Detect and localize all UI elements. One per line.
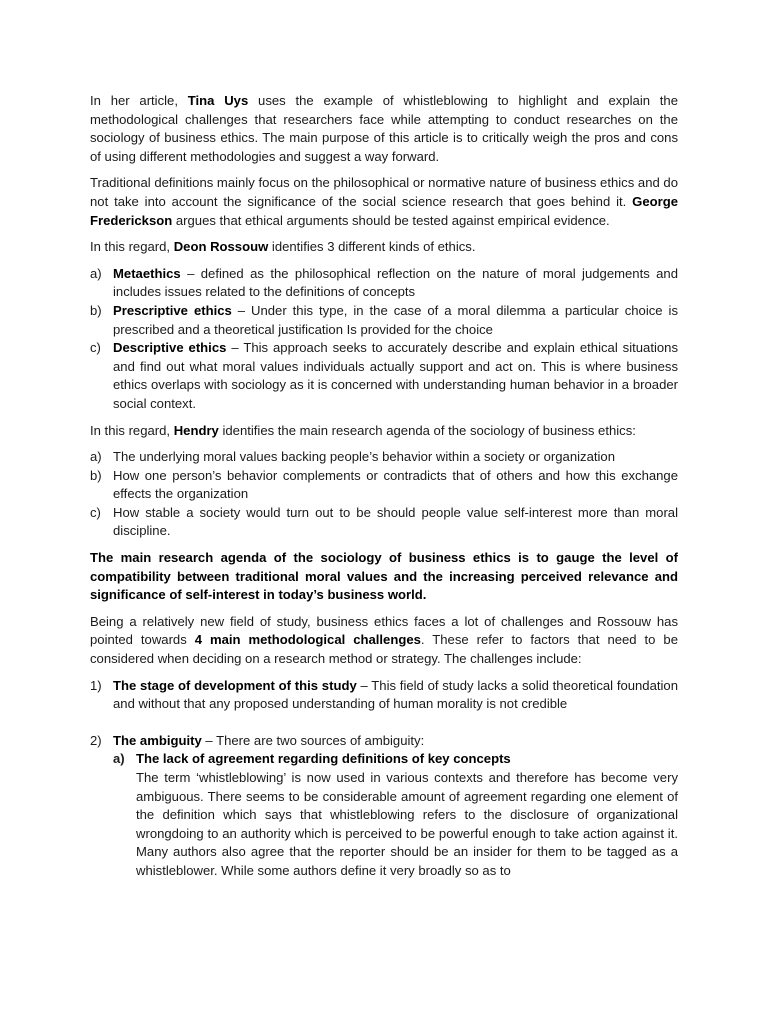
list-item-text: How one person’s behavior complements or contradicts that of others and how this exchange effects the organization xyxy=(113,467,678,502)
text: – There are two sources of ambiguity: xyxy=(201,732,425,748)
list-marker: a) xyxy=(90,265,102,281)
text: In this regard, xyxy=(90,239,174,255)
author-name: Deon Rossouw xyxy=(173,239,269,255)
text: uses the example of whistleblowing to highlight and explain the methodological challenges that researchers face while attempting to conduct researches on the sociology of business ethics. The main purpose of this article is to critically weigh the pros and cons of using different methodologies and suggest a way forward. xyxy=(90,93,678,164)
list-item-text xyxy=(113,732,678,881)
list-item xyxy=(90,467,678,504)
list-marker: 2) xyxy=(90,732,102,748)
intro-paragraph xyxy=(90,92,678,166)
text: identifies the main research agenda of the sociology of business ethics: xyxy=(218,422,636,438)
text: – This field of study lacks a solid theoretical foundation and without that any proposed understanding of human morality is not credible xyxy=(113,677,678,712)
rossouw-paragraph xyxy=(90,238,678,257)
definitions-paragraph xyxy=(90,174,678,230)
sub-list-body xyxy=(136,750,678,880)
list-marker: c) xyxy=(90,504,101,520)
list-item xyxy=(90,448,678,467)
list-marker: b) xyxy=(90,302,102,318)
agenda-list xyxy=(90,448,678,541)
list-item xyxy=(90,302,678,339)
text: identifies 3 different kinds of ethics. xyxy=(268,239,476,255)
text: argues that ethical arguments should be tested against empirical evidence. xyxy=(172,212,610,228)
author-name: Hendry xyxy=(173,422,219,438)
term: The ambiguity xyxy=(113,732,202,748)
list-item-text xyxy=(113,677,678,714)
text: In her article, xyxy=(90,93,188,108)
list-item-text xyxy=(113,265,678,302)
sub-list-item xyxy=(113,750,678,880)
author-name: George Frederickson xyxy=(90,193,678,228)
list-item xyxy=(90,339,678,413)
list-item-text: How stable a society would turn out to be should people value self-interest more than moral discipline. xyxy=(113,504,678,539)
list-item xyxy=(90,504,678,541)
term: Metaethics xyxy=(113,265,181,281)
list-item-text xyxy=(113,302,678,339)
text: . These refer to factors that need to be considered when deciding on a research method or strategy. The challenges include: xyxy=(90,632,678,667)
emphasis: 4 main methodological challenges xyxy=(194,632,421,648)
list-marker: 1) xyxy=(90,677,102,693)
document-body xyxy=(90,92,678,881)
sub-text: The term ‘whistleblowing’ is now used in various contexts and therefore has become very ambiguous. There seems to be considerable amount of agreement regarding one element of the definition which says that whistleblowing refers to the disclosure of organizational wrongdoing to an authority which is perceived to be powerful enough to take action against it. Many authors also agree that the reporter should be an insider for them to be tagged as a whistleblower. While some authors define it very broadly so as to xyxy=(136,770,678,878)
list-marker: b) xyxy=(90,467,102,483)
text: In this regard, xyxy=(90,422,174,438)
sub-heading: The lack of agreement regarding definitions of key concepts xyxy=(136,751,511,767)
author-name: Tina Uys xyxy=(187,93,249,108)
key-statement: The main research agenda of the sociology of business ethics is to gauge the level of compatibility between traditional moral values and the increasing perceived relevance and significance of self-interest in today’s business world. xyxy=(90,550,678,603)
challenges-intro-paragraph xyxy=(90,613,678,669)
term: Prescriptive ethics xyxy=(113,302,232,318)
text: – defined as the philosophical reflection on the nature of moral judgements and includes issues related to the definitions of concepts xyxy=(113,265,678,300)
challenge-item xyxy=(90,732,678,881)
text: – This approach seeks to accurately describe and explain ethical situations and find out what moral values individuals actually support and act on. This is where business ethics overlaps with sociology as it is concerned with understanding human behavior in a broader social context. xyxy=(113,340,678,411)
text: – Under this type, in the case of a moral dilemma a particular choice is prescribed and a theoretical justification Is provided for the choice xyxy=(113,302,679,337)
challenge-item xyxy=(90,677,678,714)
term: Descriptive ethics xyxy=(113,340,227,356)
text: Being a relatively new field of study, business ethics faces a lot of challenges and Rossouw has pointed towards xyxy=(90,613,678,648)
text: Traditional definitions mainly focus on the philosophical or normative nature of business ethics and do not take into account the significance of the social science research that goes behind it. xyxy=(90,175,678,209)
ethics-list xyxy=(90,265,678,414)
list-item-text: The underlying moral values backing people’s behavior within a society or organization xyxy=(113,449,615,465)
hendry-paragraph xyxy=(90,422,678,441)
list-item xyxy=(90,265,678,302)
list-item-text xyxy=(113,339,678,413)
sub-list-marker: a) xyxy=(113,751,125,767)
list-marker: c) xyxy=(90,340,101,356)
list-marker: a) xyxy=(90,449,102,465)
term: The stage of development of this study xyxy=(113,677,357,693)
